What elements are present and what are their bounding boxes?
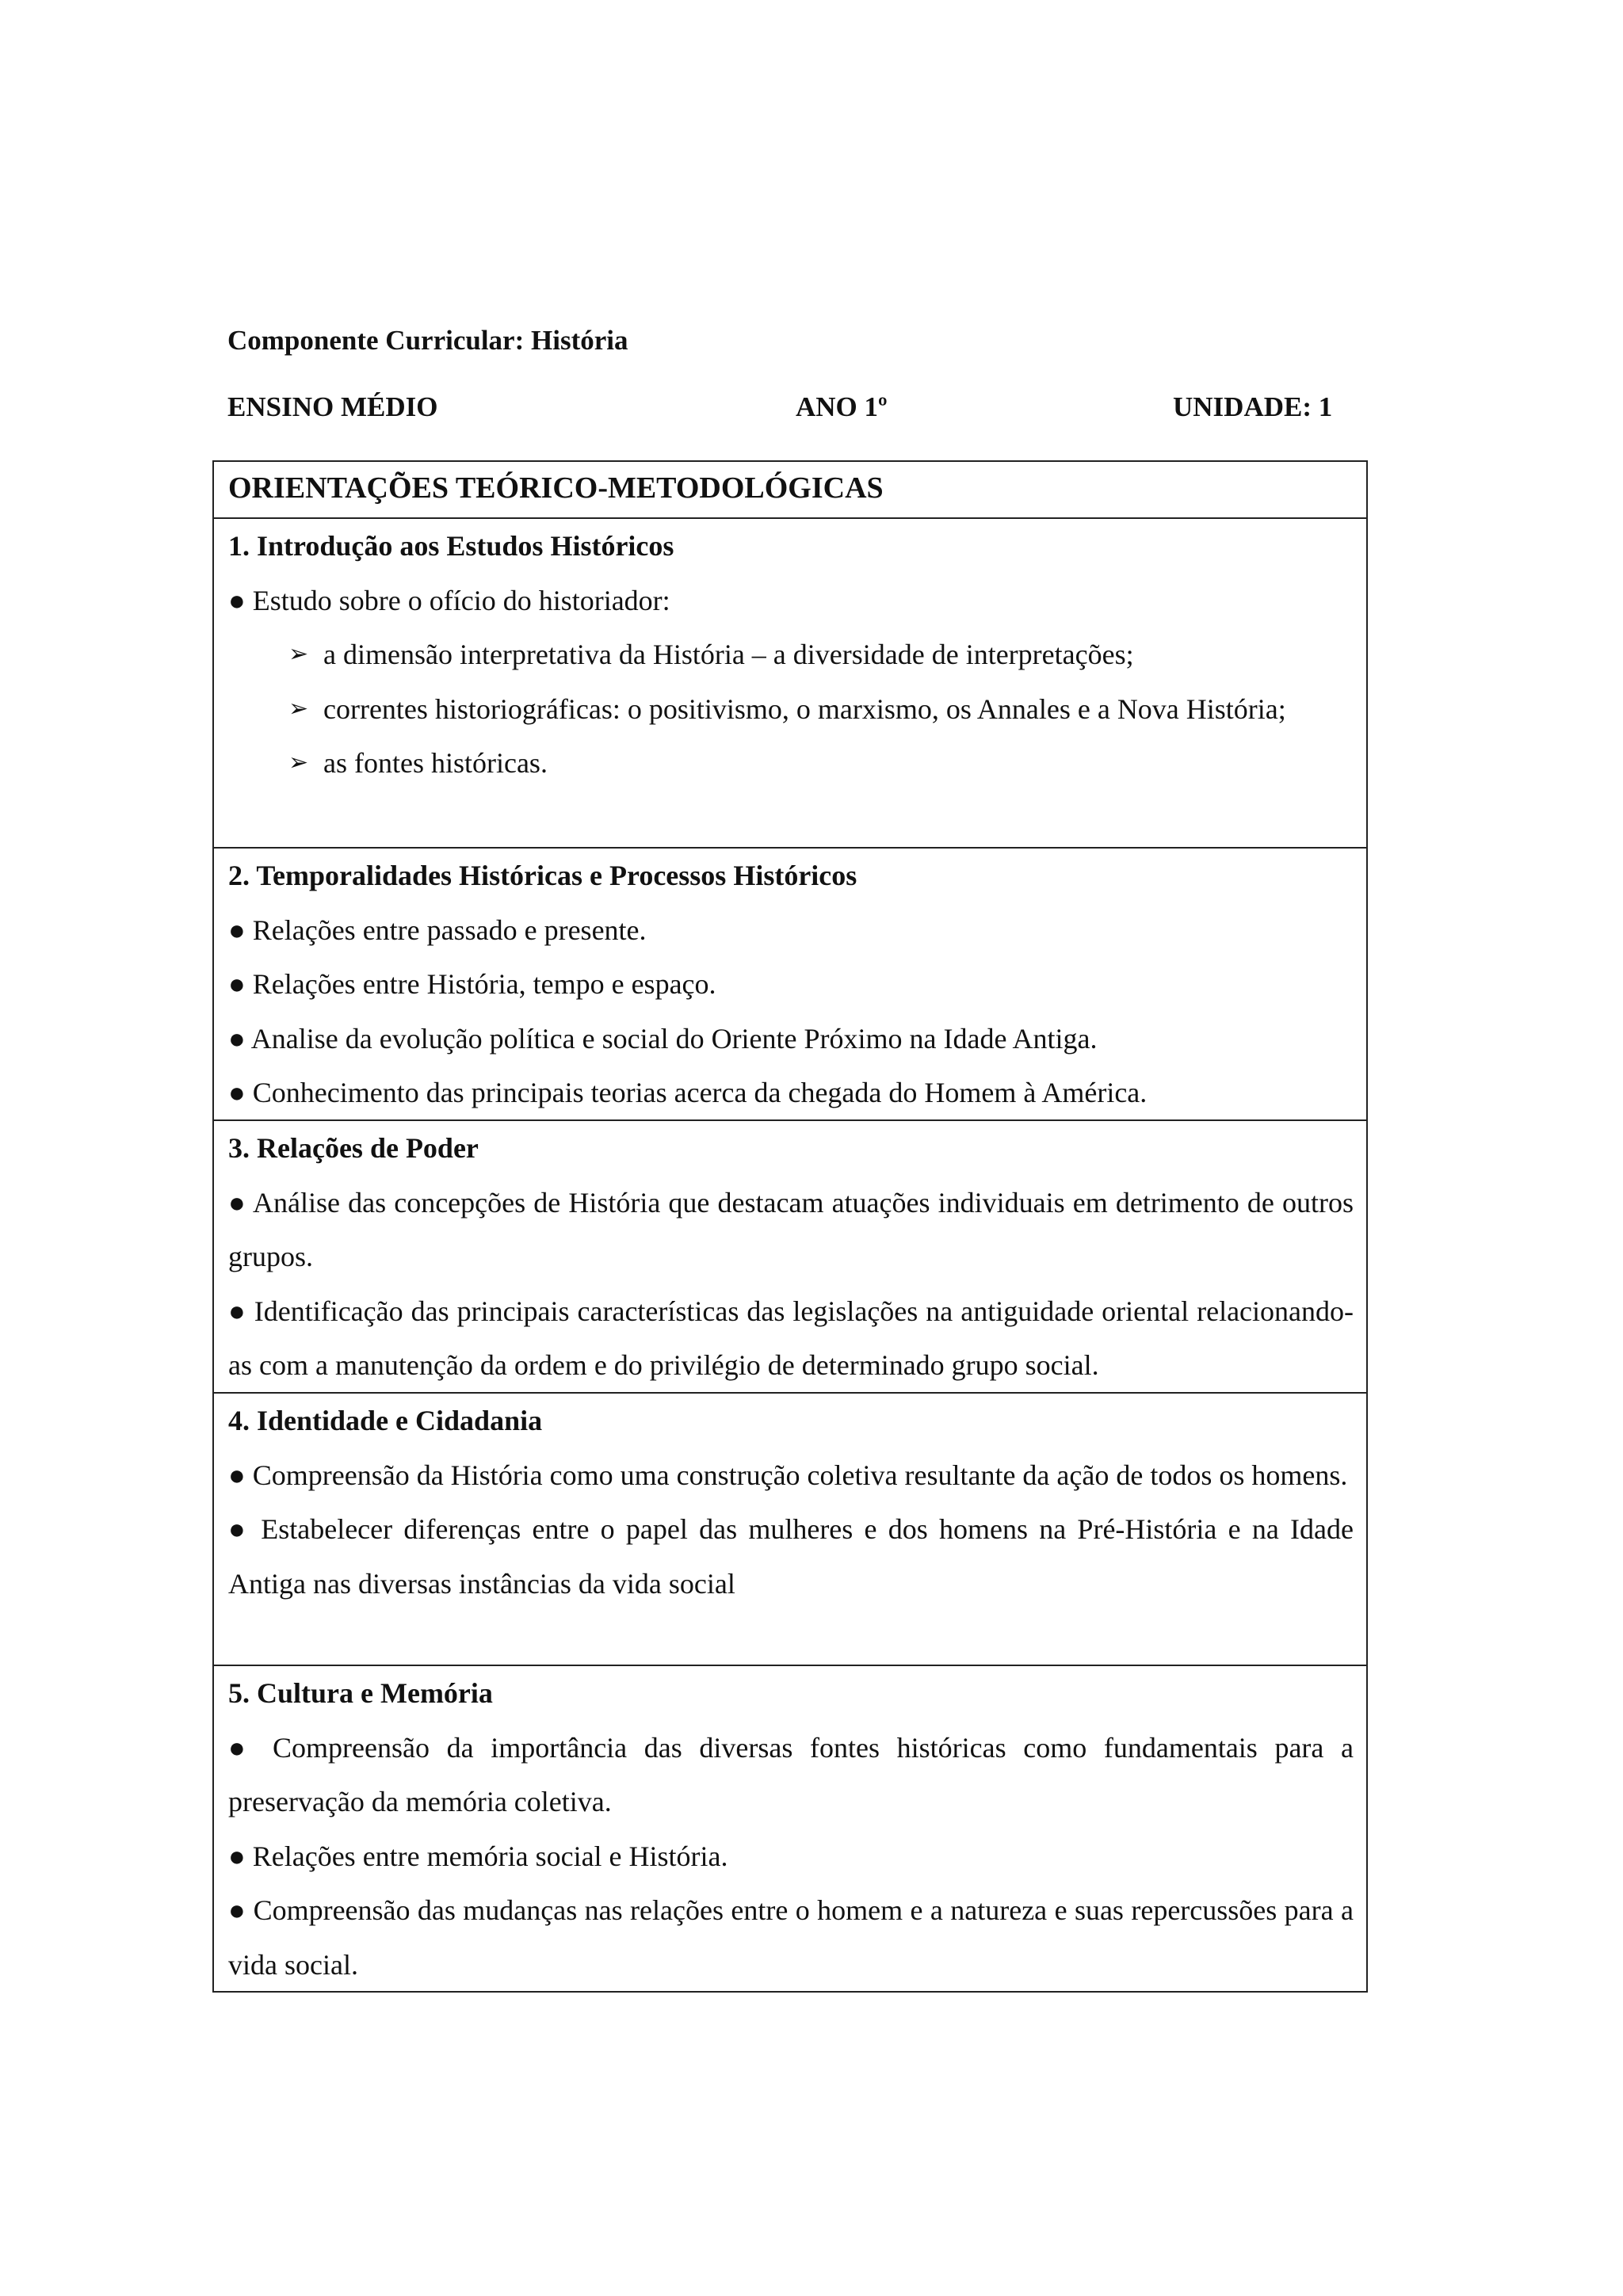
list-item	[228, 1883, 1354, 1992]
list-item-text: Estudo sobre o ofício do historiador:	[252, 584, 670, 616]
bullet-icon: ●	[228, 1840, 246, 1872]
section-introducao	[214, 517, 1366, 847]
list-item	[228, 1829, 1354, 1884]
list-item	[228, 1284, 1354, 1393]
bullet-icon: ●	[228, 1513, 250, 1545]
list-item	[228, 1066, 1354, 1120]
list-item-text: Compreensão da História como uma construção coletiva resultante da ação de todos os homens.	[252, 1459, 1348, 1491]
guidelines-table	[212, 460, 1368, 1993]
sub-list-item	[228, 736, 1354, 791]
list-item-text: Conhecimento das principais teorias acerca da chegada do Homem à América.	[252, 1077, 1148, 1108]
sub-list-item	[228, 627, 1354, 682]
section-title: 1. Introdução aos Estudos Históricos	[228, 530, 674, 562]
sub-list-item-text: as fontes históricas.	[323, 747, 548, 779]
bullet-icon: ●	[228, 1295, 246, 1327]
section-title: 5. Cultura e Memória	[228, 1677, 493, 1709]
list-item-text: Relações entre memória social e História.	[252, 1840, 728, 1872]
arrow-bullet-icon: ➢	[288, 749, 309, 776]
list-item-text: Identificação das principais características das legislações na antiguidade oriental relacionando-as com a manutenção da ordem e do privilégio de determinado grupo social.	[228, 1295, 1354, 1381]
bullet-icon: ●	[228, 1894, 246, 1926]
year-label: ANO 1º	[796, 391, 888, 422]
table-header-cell	[214, 462, 1366, 517]
bullet-icon: ●	[228, 1731, 256, 1764]
arrow-bullet-icon: ➢	[288, 640, 309, 668]
bullet-icon: ●	[228, 968, 246, 1000]
bullet-icon: ●	[228, 913, 246, 946]
section-cultura-e-memoria	[214, 1665, 1366, 1991]
section-title: 3. Relações de Poder	[228, 1132, 479, 1164]
list-item	[228, 903, 1354, 958]
bullet-icon: ●	[228, 584, 246, 616]
list-item	[228, 1721, 1354, 1829]
list-item-text: Estabelecer diferenças entre o papel das mulheres e dos homens na Pré-História e na Idade Antiga nas diversas instâncias da vida social	[228, 1513, 1354, 1600]
list-item-text: Analise da evolução política e social do Oriente Próximo na Idade Antiga.	[250, 1022, 1098, 1055]
sub-list-item-text: correntes historiográficas: o positivismo, o marxismo, os Annales e a Nova História;	[323, 692, 1286, 725]
list-item	[228, 1448, 1354, 1503]
curricular-component-title: Componente Curricular: História	[227, 325, 628, 356]
list-item-text: Compreensão das mudanças nas relações entre o homem e a natureza e suas repercussões para a vida social.	[228, 1894, 1354, 1981]
arrow-bullet-icon: ➢	[288, 694, 309, 723]
bullet-icon: ●	[228, 1459, 246, 1491]
sub-list-item	[228, 682, 1354, 737]
section-title: 4. Identidade e Cidadania	[228, 1405, 543, 1436]
section-temporalidades	[214, 847, 1366, 1119]
section-title: 2. Temporalidades Históricas e Processos Históricos	[228, 860, 857, 891]
table-title: ORIENTAÇÕES TEÓRICO-METODOLÓGICAS	[228, 471, 884, 505]
bullet-icon: ●	[228, 1077, 246, 1108]
section-relacoes-de-poder	[214, 1119, 1366, 1392]
list-item	[228, 574, 1354, 628]
list-item	[228, 1502, 1354, 1611]
list-item-text: Compreensão da importância das diversas fontes históricas como fundamentais para a preservação da memória coletiva.	[228, 1731, 1354, 1817]
unit-label: UNIDADE: 1	[1173, 391, 1333, 422]
list-item	[228, 1176, 1354, 1284]
sub-list-item-text: a dimensão interpretativa da História – a diversidade de interpretações;	[323, 639, 1134, 670]
list-item-text: Relações entre História, tempo e espaço.	[252, 968, 716, 1000]
list-item-text: Análise das concepções de História que destacam atuações individuais em detrimento de outros grupos.	[228, 1186, 1354, 1272]
section-identidade-e-cidadania	[214, 1392, 1366, 1665]
list-item-text: Relações entre passado e presente.	[252, 913, 647, 946]
education-level-label: ENSINO MÉDIO	[227, 391, 438, 422]
bullet-icon: ●	[228, 1022, 246, 1055]
bullet-icon: ●	[228, 1186, 246, 1219]
list-item	[228, 1012, 1354, 1066]
list-item	[228, 957, 1354, 1012]
